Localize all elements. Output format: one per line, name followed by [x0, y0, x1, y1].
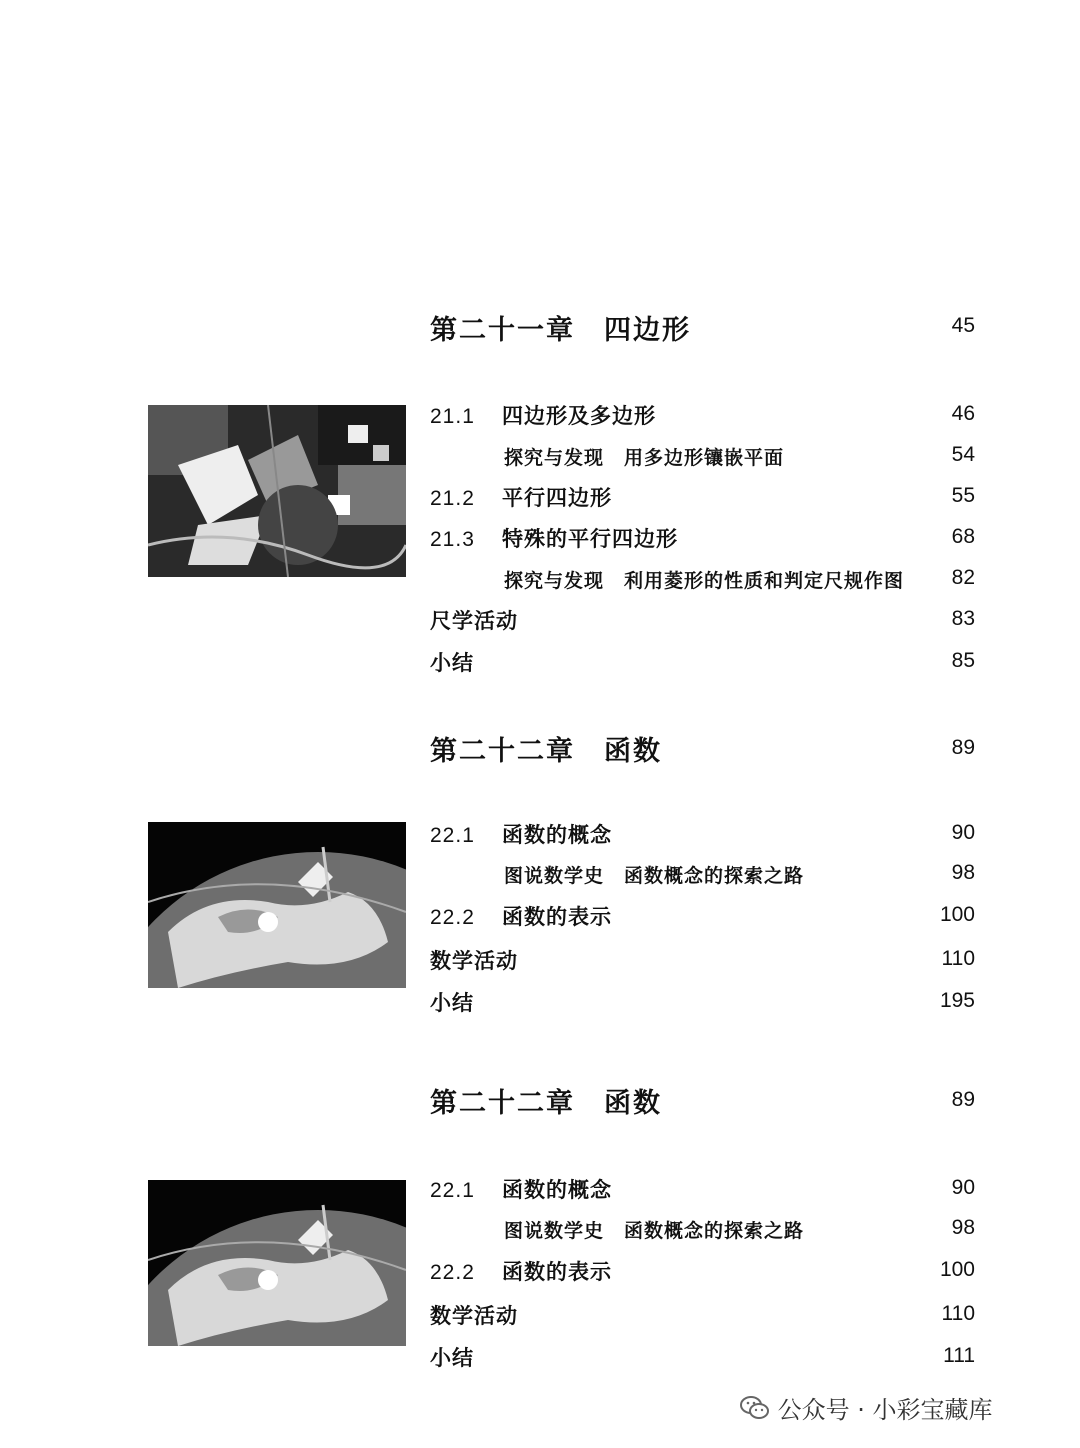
entry-page-number: 111: [943, 1344, 975, 1367]
section-number: 21.2: [430, 487, 475, 510]
entry-page-number: 83: [951, 607, 975, 630]
toc-entry-label: 小结: [430, 1345, 474, 1370]
entry-label: 函数的概念: [502, 1177, 612, 1202]
entry-page-number: 110: [941, 1302, 975, 1325]
chapter-page-number: 89: [951, 1088, 975, 1111]
chapter-title: 第二十二章 函数: [430, 1088, 662, 1119]
entry-label: 函数的表示: [502, 904, 612, 929]
toc-entry: [430, 400, 656, 430]
entry-page-number: 98: [951, 861, 975, 884]
chapter-image-earth: [148, 822, 406, 988]
entry-page-number: 55: [951, 484, 975, 507]
wechat-icon: [740, 1395, 770, 1427]
section-number: 22.2: [430, 906, 475, 929]
watermark: [740, 1390, 993, 1427]
section-number: 22.2: [430, 1261, 475, 1284]
section-number: 21.1: [430, 405, 475, 428]
toc-sub-entry: 探究与发现 利用菱形的性质和判定尺规作图: [504, 570, 905, 592]
section-number: 22.1: [430, 824, 475, 847]
entry-label: 平行四边形: [502, 485, 612, 510]
entry-page-number: 90: [951, 821, 975, 844]
entry-page-number: 82: [951, 566, 975, 589]
toc-entry: [430, 819, 612, 849]
chapter-image-earth: [148, 1180, 406, 1346]
section-number: 22.1: [430, 1179, 475, 1202]
entry-page-number: 100: [939, 1258, 975, 1281]
entry-page-number: 46: [951, 402, 975, 425]
entry-page-number: 195: [939, 989, 975, 1012]
entry-label: 函数的概念: [502, 822, 612, 847]
toc-entry: [430, 1174, 612, 1204]
entry-page-number: 68: [951, 525, 975, 548]
chapter-page-number: 89: [951, 736, 975, 759]
entry-label: 四边形及多边形: [502, 403, 656, 428]
toc-entry: [430, 901, 612, 931]
entry-page-number: 85: [951, 649, 975, 672]
toc-entry-label: 小结: [430, 650, 474, 675]
entry-label: 函数的表示: [502, 1259, 612, 1284]
entry-label: 特殊的平行四边形: [502, 526, 678, 551]
chapter-title: 第二十二章 函数: [430, 736, 662, 767]
chapter-page-number: 45: [951, 314, 975, 337]
toc-sub-entry: 图说数学史 函数概念的探索之路: [504, 865, 805, 887]
entry-page-number: 98: [951, 1216, 975, 1239]
watermark-text: 公众号 · 小彩宝藏库: [777, 1396, 993, 1424]
chapter-title: 第二十一章 四边形: [430, 315, 691, 346]
toc-entry: [430, 523, 678, 553]
entry-page-number: 100: [939, 903, 975, 926]
toc-entry-label: 尺学活动: [430, 608, 518, 633]
toc-entry: [430, 482, 612, 512]
toc-entry: [430, 1256, 612, 1286]
entry-page-number: 54: [951, 443, 975, 466]
toc-entry-label: 数学活动: [430, 948, 518, 973]
toc-sub-entry: 探究与发现 用多边形镶嵌平面: [504, 447, 785, 469]
toc-entry-label: 数学活动: [430, 1303, 518, 1328]
entry-page-number: 90: [951, 1176, 975, 1199]
toc-entry-label: 小结: [430, 990, 474, 1015]
entry-page-number: 110: [941, 947, 975, 970]
section-number: 21.3: [430, 528, 475, 551]
toc-sub-entry: 图说数学史 函数概念的探索之路: [504, 1220, 805, 1242]
chapter-image-aerial: [148, 405, 406, 577]
